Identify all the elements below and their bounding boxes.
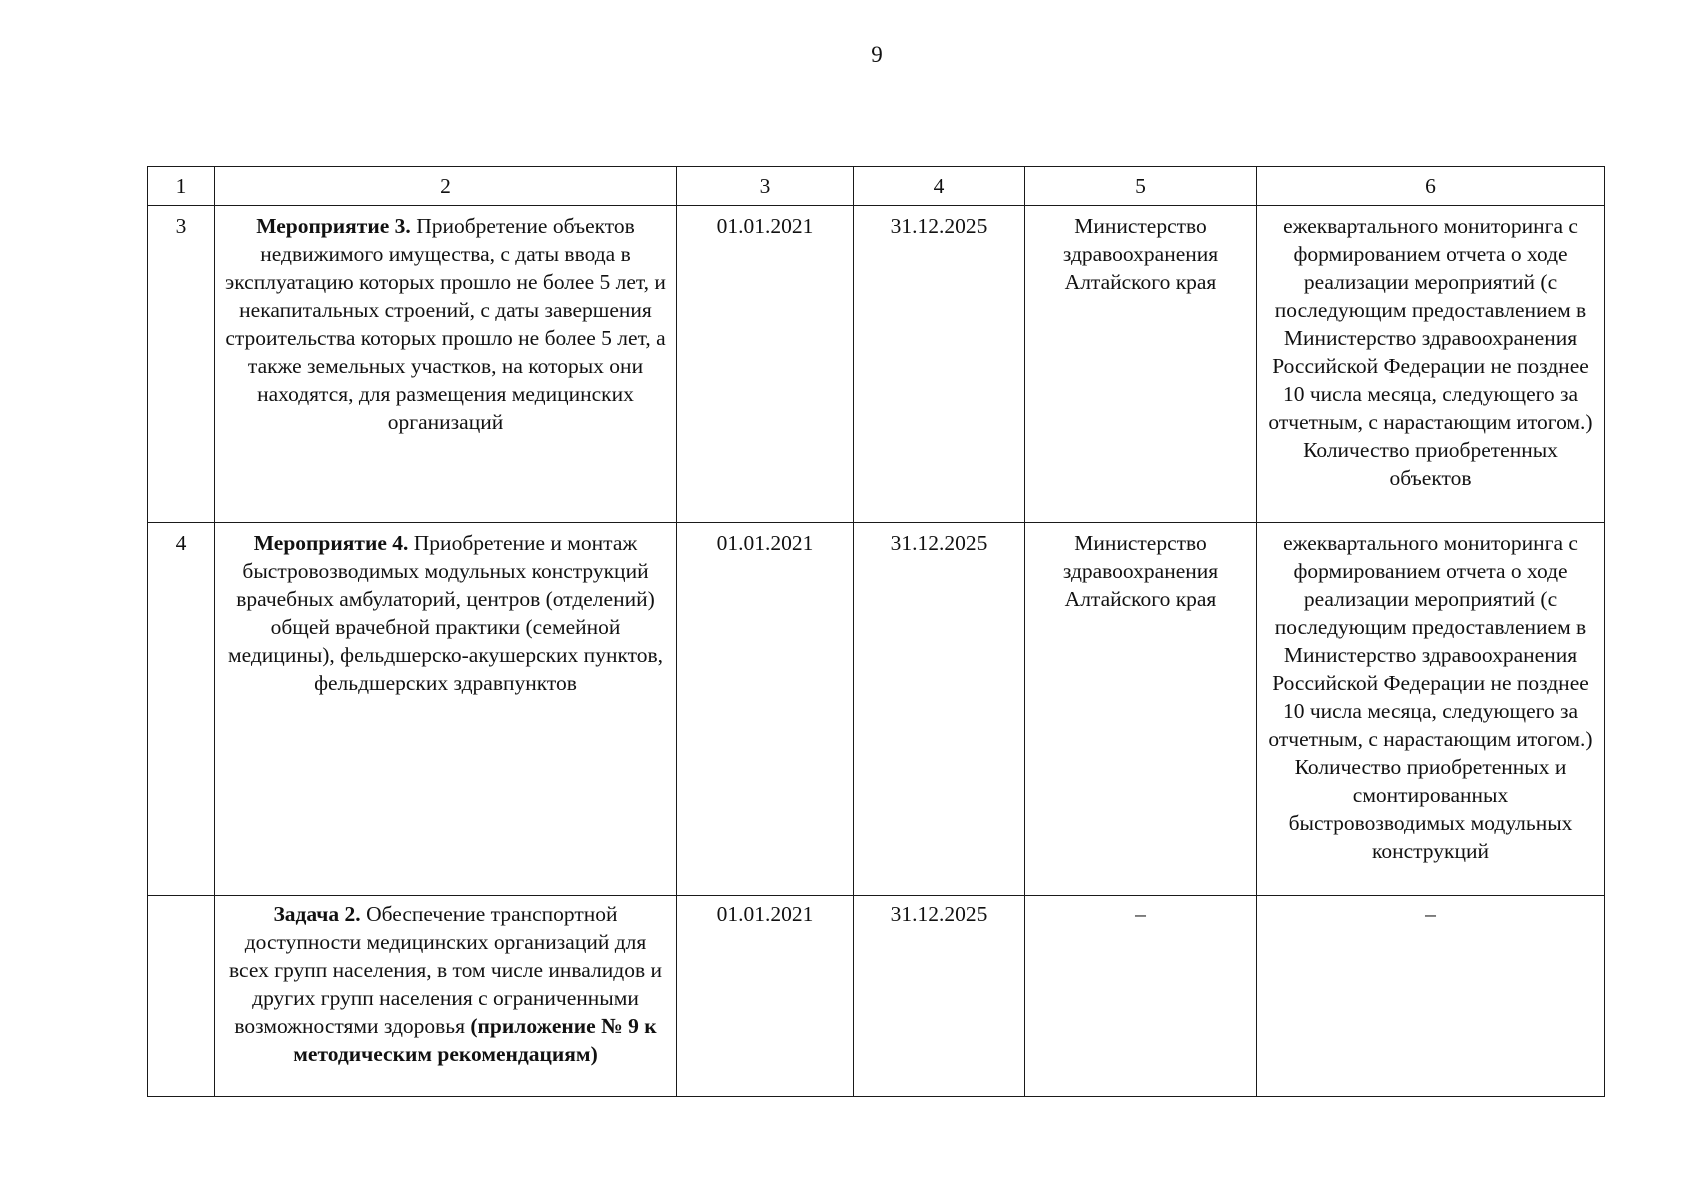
executor: Министерство здравоохранения Алтайского края <box>1025 523 1257 896</box>
start-date: 01.01.2021 <box>677 896 854 1097</box>
end-date: 31.12.2025 <box>854 523 1025 896</box>
header-cell-5: 5 <box>1025 167 1257 206</box>
header-cell-6: 6 <box>1257 167 1605 206</box>
header-cell-4: 4 <box>854 167 1025 206</box>
page-number: 9 <box>871 42 883 67</box>
table-row <box>148 206 1605 523</box>
measure-title: Мероприятие 3. <box>256 214 411 238</box>
executor: Министерство здравоохранения Алтайского края <box>1025 206 1257 523</box>
task-appendix-reference: (приложение № 9 к методическим рекомендациям) <box>293 1014 657 1066</box>
measure-text: Приобретение и монтаж быстровозводимых модульных конструкций врачебных амбулаторий, центров (отделений) общей врачебной практики (семейной медицины), фельдшерско-акушерских пунктов, фельдшерских здравпунктов <box>228 531 663 695</box>
header-cell-3: 3 <box>677 167 854 206</box>
measure-description <box>215 523 677 896</box>
measure-text: Приобретение объектов недвижимого имущества, с даты ввода в эксплуатацию которых прошло не более 5 лет, и некапитальных строений, с даты завершения строительства которых прошло не более 5 лет, а также земельных участков, на которых они находятся, для размещения медицинских организаций <box>225 214 666 434</box>
start-date: 01.01.2021 <box>677 206 854 523</box>
task-text: Обеспечение транспортной доступности медицинских организаций для всех групп населения, в том числе инвалидов и других групп населения с ограниченными возможностями здоровья <box>229 902 662 1038</box>
result-description: ежеквартального мониторинга с формированием отчета о ходе реализации мероприятий (с последующим предоставлением в Министерство здравоохранения Российской Федерации не позднее 10 числа месяца, следующего за отчетным, с нарастающим итогом.) Количество приобретенных и смонтированных быстровозводимых модульных конструкций <box>1257 523 1605 896</box>
measure-description <box>215 206 677 523</box>
measures-table <box>147 166 1605 1097</box>
end-date: 31.12.2025 <box>854 896 1025 1097</box>
table-row <box>148 896 1605 1097</box>
measure-title: Мероприятие 4. <box>253 531 409 555</box>
executor: – <box>1025 896 1257 1097</box>
result-description: ежеквартального мониторинга с формированием отчета о ходе реализации мероприятий (с последующим предоставлением в Министерство здравоохранения Российской Федерации не позднее 10 числа месяца, следующего за отчетным, с нарастающим итогом.) Количество приобретенных объектов <box>1257 206 1605 523</box>
result-description: – <box>1257 896 1605 1097</box>
start-date: 01.01.2021 <box>677 523 854 896</box>
task-description <box>215 896 677 1097</box>
row-number: 3 <box>148 206 215 523</box>
table-header-row <box>148 167 1605 206</box>
row-number: 4 <box>148 523 215 896</box>
table-row <box>148 523 1605 896</box>
row-number <box>148 896 215 1097</box>
header-cell-2: 2 <box>215 167 677 206</box>
task-title: Задача 2. <box>273 902 361 926</box>
header-cell-1: 1 <box>148 167 215 206</box>
end-date: 31.12.2025 <box>854 206 1025 523</box>
